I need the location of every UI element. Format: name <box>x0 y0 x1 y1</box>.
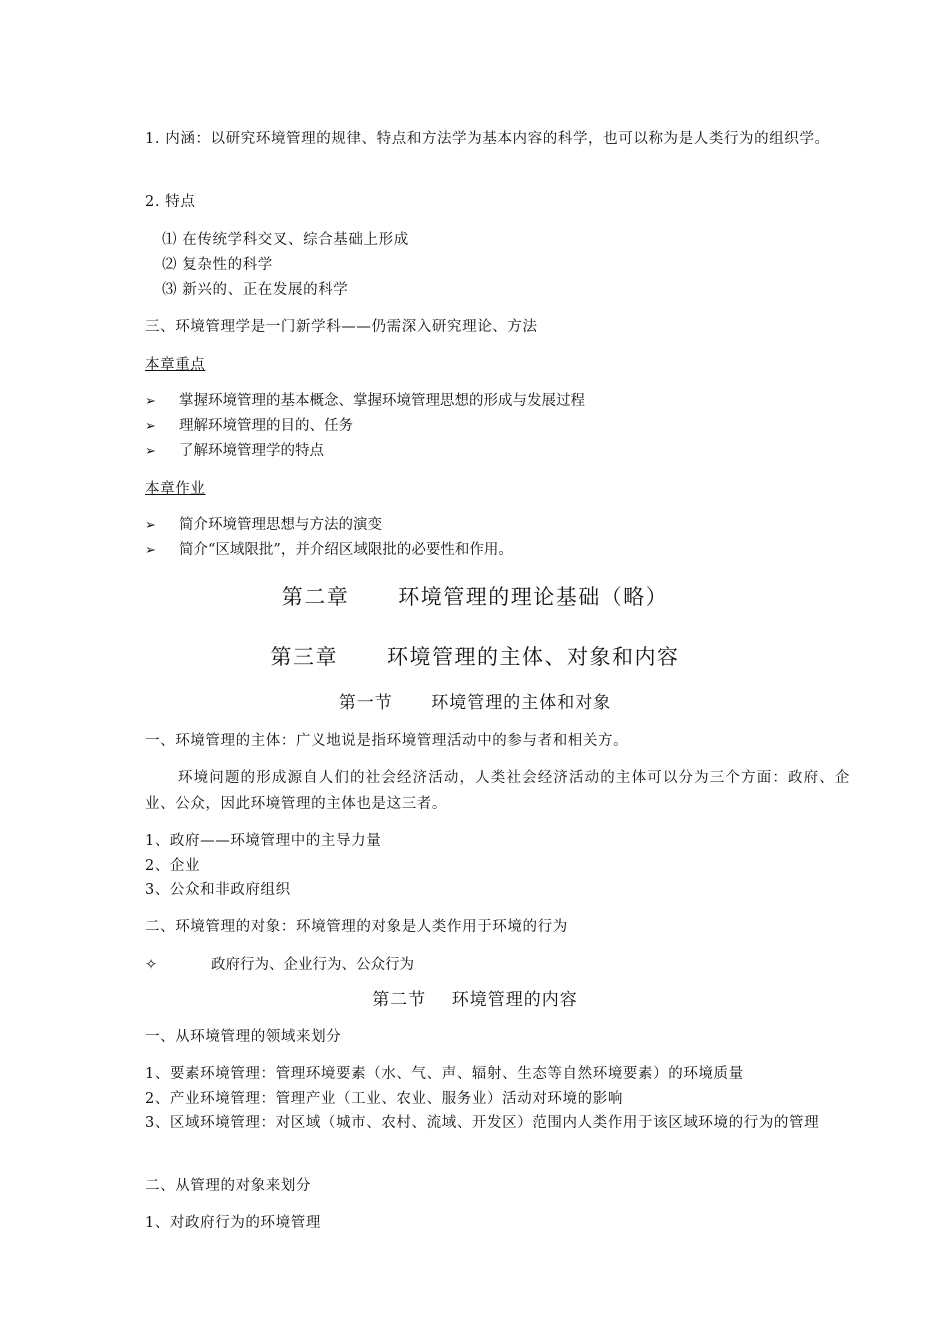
object-division-item: 1、对政府行为的环境管理 <box>145 1215 321 1231</box>
arrow-bullet-icon: ➢ <box>145 444 156 459</box>
new-discipline-point: 三、环境管理学是一门新学科——仍需深入研究理论、方法 <box>145 319 538 335</box>
section1-title: 第一节 环境管理的主体和对象 <box>338 693 612 713</box>
definition-item: 1. 内涵：以研究环境管理的规律、特点和方法学为基本内容的科学，也可以称为是人类行为的组织学。 <box>145 131 830 147</box>
subject-definition: 一、环境管理的主体：广义地说是指环境管理活动中的参与者和相关方。 <box>145 733 629 749</box>
key-point-item <box>145 440 324 463</box>
object-division-heading: 二、从管理的对象来划分 <box>145 1178 312 1194</box>
key-point-text: 掌握环境管理的基本概念、掌握环境管理思想的形成与发展过程 <box>179 393 585 409</box>
subject-item: 3、公众和非政府组织 <box>145 882 291 898</box>
homework-text: 简介环境管理思想与方法的演变 <box>179 517 382 533</box>
homework-item <box>145 539 513 562</box>
arrow-bullet-icon: ➢ <box>145 543 156 558</box>
feature-item: ⑶ 新兴的、正在发展的科学 <box>162 282 349 298</box>
key-point-item <box>145 415 353 438</box>
subject-paragraph: 环境问题的形成源自人们的社会经济活动，人类社会经济活动的主体可以分为三个方面：政府、企业、公众，因此环境管理的主体也是这三者。 <box>145 770 850 812</box>
homework-text: 简介“区域限批”，并介绍区域限批的必要性和作用。 <box>179 542 513 558</box>
key-point-item <box>145 390 585 413</box>
feature-item: ⑴ 在传统学科交叉、综合基础上形成 <box>162 232 409 248</box>
arrow-bullet-icon: ➢ <box>145 419 156 434</box>
domain-item: 1、要素环境管理：管理环境要素（水、气、声、辐射、生态等自然环境要素）的环境质量 <box>145 1066 744 1082</box>
subject-item: 1、政府——环境管理中的主导力量 <box>145 833 382 849</box>
feature-item: ⑵ 复杂性的科学 <box>162 257 273 273</box>
domain-item: 2、产业环境管理：管理产业（工业、农业、服务业）活动对环境的影响 <box>145 1091 623 1107</box>
homework-item <box>145 514 382 537</box>
object-definition: 二、环境管理的对象：环境管理的对象是人类作用于环境的行为 <box>145 919 568 935</box>
object-behaviors <box>145 954 414 976</box>
section2-title: 第二节 环境管理的内容 <box>372 990 578 1010</box>
key-point-text: 了解环境管理学的特点 <box>179 443 324 459</box>
arrow-bullet-icon: ➢ <box>145 518 156 533</box>
key-point-text: 理解环境管理的目的、任务 <box>179 418 353 434</box>
key-points-heading: 本章重点 <box>145 357 206 373</box>
chapter3-title: 第三章 环境管理的主体、对象和内容 <box>270 645 680 669</box>
domain-heading: 一、从环境管理的领域来划分 <box>145 1029 342 1045</box>
homework-heading: 本章作业 <box>145 481 206 497</box>
chapter2-title: 第二章 环境管理的理论基础（略） <box>281 585 669 609</box>
subject-item: 2、企业 <box>145 858 201 874</box>
object-behaviors-text: 政府行为、企业行为、公众行为 <box>211 957 414 973</box>
domain-item: 3、区域环境管理：对区域（城市、农村、流域、开发区）范围内人类作用于该区域环境的行为的管理 <box>145 1115 820 1131</box>
diamond-bullet-icon: ✧ <box>145 957 158 973</box>
features-heading: 2. 特点 <box>145 194 196 210</box>
arrow-bullet-icon: ➢ <box>145 394 156 409</box>
